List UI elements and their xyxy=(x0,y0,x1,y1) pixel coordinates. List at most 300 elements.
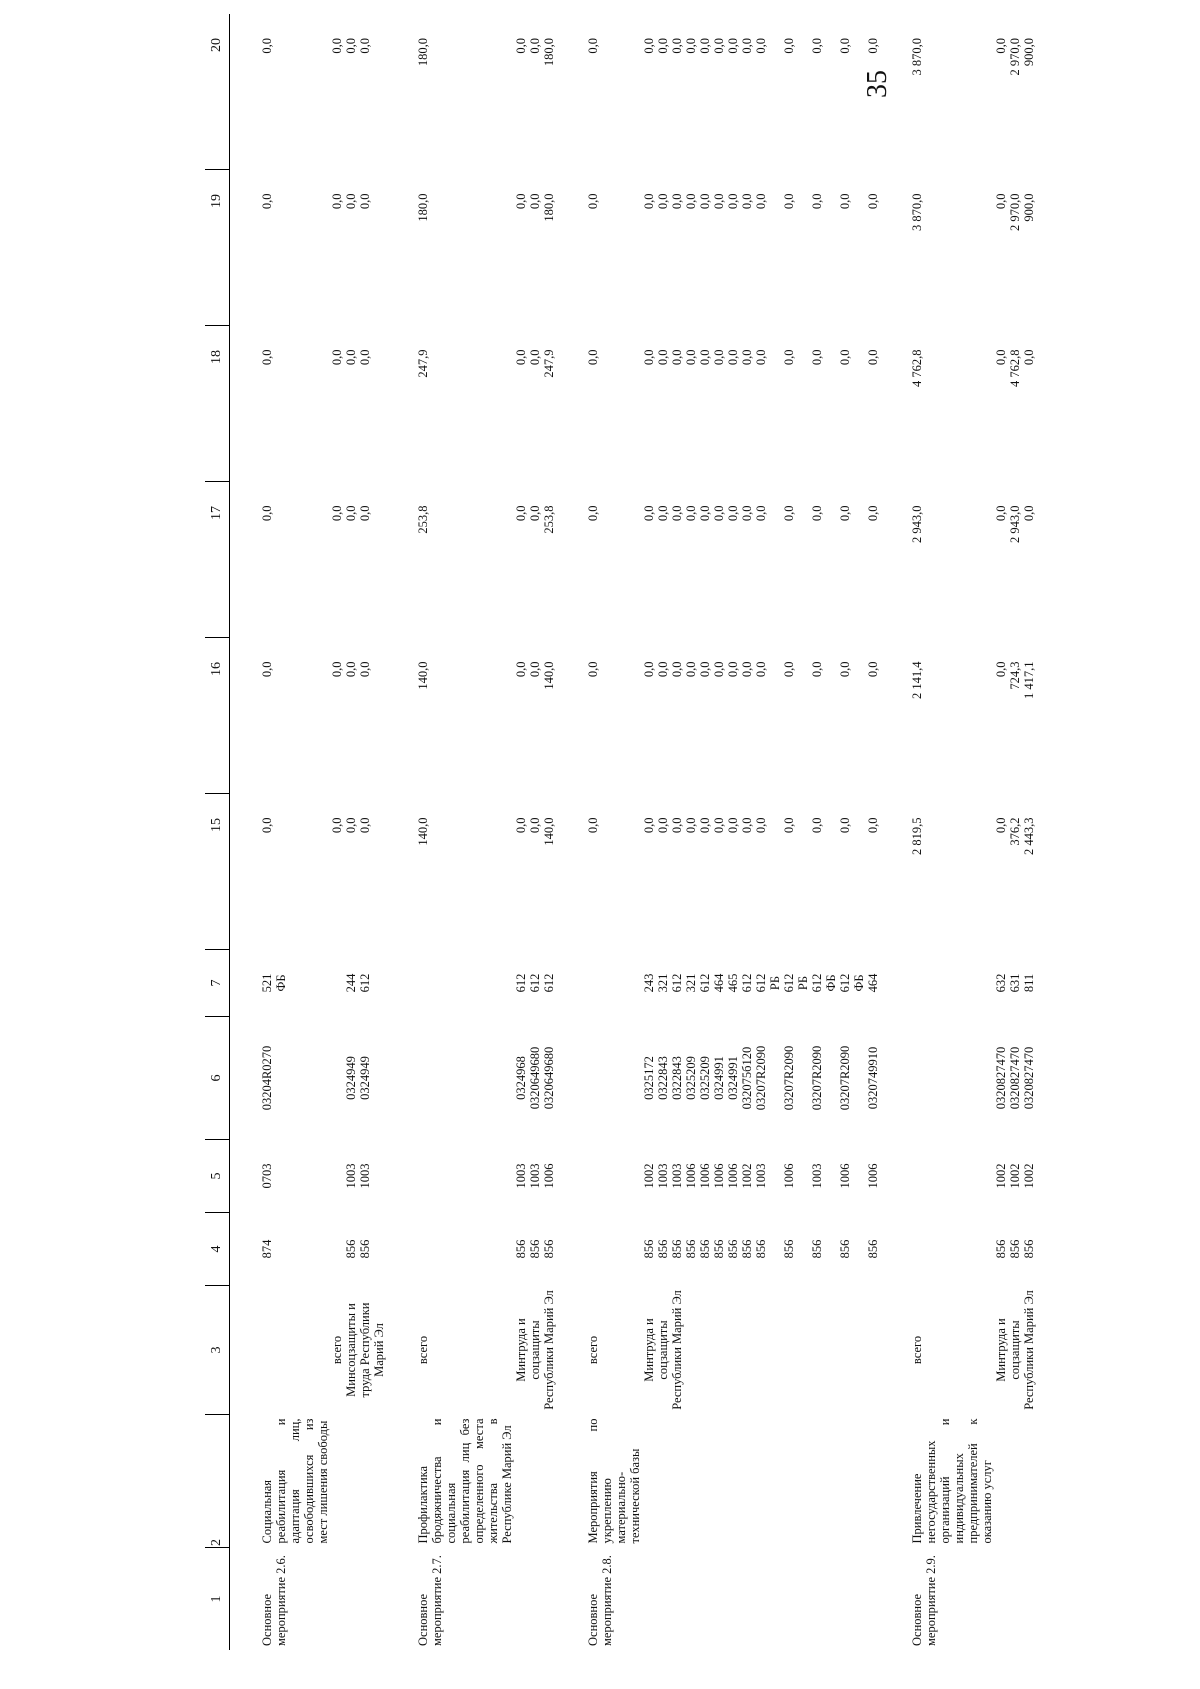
cell-col-6 xyxy=(386,1017,514,1140)
table-row xyxy=(386,14,514,1650)
cell-value: 0,0 xyxy=(698,349,712,366)
cell-col-16 xyxy=(866,638,880,794)
cell-value: 0,0 xyxy=(260,193,274,210)
table-row xyxy=(514,14,556,1650)
cell-value: 0,0 xyxy=(712,349,726,366)
cell-col-4 xyxy=(556,1213,642,1286)
cell-value: 0,0 xyxy=(344,349,358,366)
cell-col-17 xyxy=(642,482,782,638)
cell-value: 1003 xyxy=(670,1163,684,1189)
cell-value: 0,0 xyxy=(754,661,768,678)
cell-col-16 xyxy=(330,638,344,794)
cell-value: 0,0 xyxy=(740,38,754,54)
cell-col-6 xyxy=(838,1017,866,1140)
cell-col-5 xyxy=(344,1140,386,1213)
cell-col-18 xyxy=(880,326,994,482)
cell-value: 856 xyxy=(670,1239,684,1259)
cell-col-19 xyxy=(866,170,880,326)
cell-value: 856 xyxy=(740,1239,754,1259)
cell-col-6 xyxy=(880,1017,994,1140)
measure-code-cell xyxy=(330,1548,344,1651)
cell-value: 612 xyxy=(358,973,372,993)
cell-value: 0,0 xyxy=(642,505,656,522)
table-row xyxy=(642,14,782,1650)
cell-col-7 xyxy=(782,950,810,1017)
cell-value: 0,0 xyxy=(358,349,372,366)
cell-value: 0,0 xyxy=(698,661,712,678)
cell-col-5 xyxy=(994,1140,1036,1213)
cell-col-19 xyxy=(994,170,1036,326)
cell-col-16 xyxy=(230,638,331,794)
cell-value: 0,0 xyxy=(514,38,528,54)
cell-value: 0,0 xyxy=(330,38,344,54)
cell-value: 180,0 xyxy=(542,38,556,67)
cell-value: 0324949 xyxy=(344,1056,358,1100)
cell-value: 2 943,0 xyxy=(910,505,924,543)
measure-code-cell xyxy=(810,1548,838,1651)
measure-code-cell xyxy=(514,1548,556,1651)
executor-cell xyxy=(782,1286,810,1415)
cell-value: 0,0 xyxy=(726,349,740,366)
cell-value: 0,0 xyxy=(810,38,824,54)
cell-col-20 xyxy=(344,14,386,170)
cell-value: 03204R0270 xyxy=(260,1045,274,1111)
cell-col-4 xyxy=(880,1213,994,1286)
cell-col-20 xyxy=(230,14,331,170)
cell-col-4 xyxy=(330,1213,344,1286)
cell-value: 1006 xyxy=(542,1163,556,1189)
cell-value: 0,0 xyxy=(528,349,542,366)
column-header-3: 3 xyxy=(205,1286,230,1415)
cell-col-20 xyxy=(556,14,642,170)
cell-value: 0,0 xyxy=(698,38,712,54)
cell-value: 0,0 xyxy=(712,661,726,678)
column-header-1: 1 xyxy=(205,1548,230,1651)
cell-value: 180,0 xyxy=(416,193,430,222)
cell-value: 856 xyxy=(1022,1239,1036,1259)
cell-col-7 xyxy=(838,950,866,1017)
cell-col-15 xyxy=(866,794,880,950)
cell-value: 724,3 xyxy=(1008,661,1022,690)
cell-col-16 xyxy=(782,638,810,794)
cell-col-19 xyxy=(880,170,994,326)
cell-value: 0703 xyxy=(260,1163,274,1189)
cell-value: 0,0 xyxy=(754,349,768,366)
cell-value: 0,0 xyxy=(838,349,852,366)
cell-value: 0,0 xyxy=(330,817,344,834)
measure-code-cell xyxy=(994,1548,1036,1651)
cell-col-18 xyxy=(230,326,331,482)
table-row xyxy=(230,14,331,1650)
cell-value: 0,0 xyxy=(810,349,824,366)
cell-value: 1 417,1 xyxy=(1022,661,1036,699)
cell-col-5 xyxy=(866,1140,880,1213)
cell-value: 612 xyxy=(514,973,528,993)
cell-col-17 xyxy=(782,482,810,638)
cell-value: 0,0 xyxy=(754,817,768,834)
cell-value: 0320649680 xyxy=(542,1046,556,1110)
cell-col-15 xyxy=(810,794,838,950)
cell-value: 1003 xyxy=(528,1163,542,1189)
cell-value: 0,0 xyxy=(514,505,528,522)
cell-col-16 xyxy=(514,638,556,794)
cell-value: 0,0 xyxy=(782,38,796,54)
cell-col-7 xyxy=(386,950,514,1017)
cell-value: 0,0 xyxy=(642,193,656,210)
cell-value: 0,0 xyxy=(656,193,670,210)
cell-value: 0,0 xyxy=(260,817,274,834)
cell-value: 0,0 xyxy=(260,505,274,522)
cell-col-5 xyxy=(230,1140,331,1213)
cell-value: 321 xyxy=(656,973,670,993)
cell-value: 0,0 xyxy=(344,661,358,678)
cell-col-7 xyxy=(866,950,880,1017)
cell-value: 631 xyxy=(1008,973,1022,993)
cell-value: 0,0 xyxy=(358,505,372,522)
cell-value: 376,2 xyxy=(1008,817,1022,846)
cell-col-15 xyxy=(642,794,782,950)
table-row xyxy=(880,14,994,1650)
cell-value: 612 xyxy=(754,973,768,993)
cell-col-4 xyxy=(514,1213,556,1286)
cell-value: 1003 xyxy=(358,1163,372,1189)
cell-value: 1002 xyxy=(642,1163,656,1189)
cell-value: 464 xyxy=(866,973,880,993)
cell-value: 0,0 xyxy=(586,193,600,210)
executor-cell xyxy=(838,1286,866,1415)
cell-value: 0,0 xyxy=(344,193,358,210)
cell-value: 856 xyxy=(712,1239,726,1259)
cell-col-4 xyxy=(642,1213,782,1286)
cell-col-6 xyxy=(330,1017,344,1140)
cell-col-20 xyxy=(994,14,1036,170)
measure-title-cell xyxy=(866,1415,880,1548)
measure-title-cell xyxy=(514,1415,556,1548)
column-header-5: 5 xyxy=(205,1140,230,1213)
cell-value: 0,0 xyxy=(754,505,768,522)
cell-value: 0,0 xyxy=(740,349,754,366)
executor-cell: всего xyxy=(910,1335,924,1365)
cell-value: 0,0 xyxy=(740,817,754,834)
cell-col-4 xyxy=(838,1213,866,1286)
cell-col-19 xyxy=(330,170,344,326)
column-header-20: 20 xyxy=(205,14,230,170)
executor-cell: всего xyxy=(416,1335,430,1365)
cell-col-20 xyxy=(838,14,866,170)
cell-value: 0,0 xyxy=(1022,505,1036,522)
cell-value: 0,0 xyxy=(330,661,344,678)
cell-value: 0325172 xyxy=(642,1056,656,1100)
cell-value: 2 443,3 xyxy=(1022,817,1036,855)
column-header-15: 15 xyxy=(205,794,230,950)
cell-value: 0,0 xyxy=(712,193,726,210)
cell-col-6 xyxy=(866,1017,880,1140)
cell-col-16 xyxy=(994,638,1036,794)
cell-col-20 xyxy=(330,14,344,170)
cell-col-5 xyxy=(386,1140,514,1213)
cell-value: 0,0 xyxy=(344,817,358,834)
cell-col-15 xyxy=(994,794,1036,950)
table-row xyxy=(330,14,344,1650)
cell-value: 180,0 xyxy=(416,38,430,67)
cell-value: 0,0 xyxy=(642,349,656,366)
cell-col-20 xyxy=(880,14,994,170)
cell-value: 1003 xyxy=(810,1163,824,1189)
cell-value: 0,0 xyxy=(528,38,542,54)
cell-col-18 xyxy=(866,326,880,482)
cell-value: 0,0 xyxy=(514,349,528,366)
cell-value: 0,0 xyxy=(698,505,712,522)
column-header-7: 7 xyxy=(205,950,230,1017)
cell-value: 244 xyxy=(344,973,358,993)
cell-value: 856 xyxy=(726,1239,740,1259)
measure-title-cell: Мероприятия по укреплению материально-технической базы xyxy=(586,1418,642,1544)
cell-value: 0,0 xyxy=(1022,349,1036,366)
measure-title-cell xyxy=(994,1415,1036,1548)
cell-value: 0,0 xyxy=(838,38,852,54)
cell-value: 0,0 xyxy=(684,505,698,522)
cell-value: 612 xyxy=(810,973,824,993)
cell-col-5 xyxy=(642,1140,782,1213)
cell-col-18 xyxy=(642,326,782,482)
cell-value: 0324949 xyxy=(358,1056,372,1100)
cell-value: 0,0 xyxy=(740,661,754,678)
cell-col-4 xyxy=(866,1213,880,1286)
cell-value: 0,0 xyxy=(726,661,740,678)
table-row xyxy=(782,14,810,1650)
cell-value: 0,0 xyxy=(838,193,852,210)
cell-value: 1003 xyxy=(514,1163,528,1189)
cell-value: 0,0 xyxy=(656,817,670,834)
cell-value: 0,0 xyxy=(740,505,754,522)
cell-value: 0,0 xyxy=(514,193,528,210)
cell-value: 0,0 xyxy=(698,817,712,834)
table-row xyxy=(838,14,866,1650)
cell-value: 0,0 xyxy=(782,349,796,366)
cell-value: 0,0 xyxy=(656,349,670,366)
cell-value: 0,0 xyxy=(994,505,1008,522)
cell-col-15 xyxy=(230,794,331,950)
cell-col-15 xyxy=(880,794,994,950)
cell-col-17 xyxy=(386,482,514,638)
cell-value: 0,0 xyxy=(684,817,698,834)
cell-value: 856 xyxy=(1008,1239,1022,1259)
cell-col-17 xyxy=(330,482,344,638)
cell-value: 1002 xyxy=(1022,1163,1036,1189)
measure-title-cell xyxy=(782,1415,810,1548)
cell-col-15 xyxy=(330,794,344,950)
cell-value: 0,0 xyxy=(866,193,880,210)
cell-value: 140,0 xyxy=(542,817,556,846)
cell-value: 0320749910 xyxy=(866,1046,880,1110)
cell-value: 0,0 xyxy=(656,505,670,522)
cell-value: 856 xyxy=(684,1239,698,1259)
cell-value: 856 xyxy=(344,1239,358,1259)
cell-value: 03207R2090 xyxy=(754,1045,768,1111)
cell-col-20 xyxy=(782,14,810,170)
cell-col-16 xyxy=(386,638,514,794)
table-row xyxy=(810,14,838,1650)
cell-value: 856 xyxy=(656,1239,670,1259)
measure-title-cell xyxy=(330,1415,344,1548)
measure-code-cell xyxy=(344,1548,386,1651)
cell-value: 140,0 xyxy=(416,661,430,690)
cell-value: 0325209 xyxy=(684,1056,698,1100)
cell-col-19 xyxy=(556,170,642,326)
cell-col-4 xyxy=(810,1213,838,1286)
cell-value: 1006 xyxy=(712,1163,726,1189)
cell-value: 0,0 xyxy=(528,193,542,210)
cell-value: 0,0 xyxy=(866,661,880,678)
cell-value: 465 xyxy=(726,973,740,993)
cell-value: 1006 xyxy=(726,1163,740,1189)
cell-value: 856 xyxy=(866,1239,880,1259)
cell-col-15 xyxy=(556,794,642,950)
cell-value: 140,0 xyxy=(416,817,430,846)
cell-col-7 xyxy=(556,950,642,1017)
cell-value: 0,0 xyxy=(656,661,670,678)
cell-col-18 xyxy=(810,326,838,482)
cell-value: 0,0 xyxy=(684,661,698,678)
executor-cell: Минтруда и соцзащиты Республики Марий Эл xyxy=(642,1290,684,1410)
cell-value: 0322843 xyxy=(656,1056,670,1100)
cell-value: 0,0 xyxy=(712,505,726,522)
cell-value: 0,0 xyxy=(330,193,344,210)
cell-value: 0324991 xyxy=(712,1056,726,1100)
cell-value: 321 xyxy=(684,973,698,993)
executor-cell: Минсоцзащиты и труда Республики Марий Эл xyxy=(344,1302,386,1398)
cell-col-5 xyxy=(556,1140,642,1213)
cell-value: 0320827470 xyxy=(1008,1046,1022,1110)
cell-value: 0,0 xyxy=(726,505,740,522)
column-header-19: 19 xyxy=(205,170,230,326)
cell-col-17 xyxy=(514,482,556,638)
cell-col-19 xyxy=(230,170,331,326)
budget-table xyxy=(205,14,1036,1650)
executor-cell: всего xyxy=(330,1335,344,1365)
cell-value: 874 xyxy=(260,1239,274,1259)
cell-value: 0,0 xyxy=(528,817,542,834)
cell-col-18 xyxy=(556,326,642,482)
cell-col-4 xyxy=(344,1213,386,1286)
cell-col-20 xyxy=(642,14,782,170)
cell-col-4 xyxy=(386,1213,514,1286)
cell-col-16 xyxy=(880,638,994,794)
cell-col-20 xyxy=(866,14,880,170)
executor-cell: Минтруда и соцзащиты Республики Марий Эл xyxy=(994,1290,1036,1410)
column-header-16: 16 xyxy=(205,638,230,794)
column-header-2: 2 xyxy=(205,1415,230,1548)
cell-value: 0,0 xyxy=(838,661,852,678)
cell-value: 0,0 xyxy=(994,661,1008,678)
cell-value: 0,0 xyxy=(810,817,824,834)
cell-value: 0,0 xyxy=(866,817,880,834)
cell-value: 0,0 xyxy=(514,661,528,678)
cell-value: 0,0 xyxy=(712,38,726,54)
measure-code-cell xyxy=(866,1548,880,1651)
cell-value: 0,0 xyxy=(344,38,358,54)
cell-value: 0,0 xyxy=(642,661,656,678)
cell-col-5 xyxy=(810,1140,838,1213)
cell-value: 0,0 xyxy=(684,193,698,210)
measure-code-cell xyxy=(642,1548,782,1651)
cell-value: 0,0 xyxy=(726,193,740,210)
cell-value: 2 943,0 xyxy=(1008,505,1022,543)
cell-value: 0,0 xyxy=(330,349,344,366)
cell-value: 0320827470 xyxy=(1022,1046,1036,1110)
cell-col-7 xyxy=(642,950,782,1017)
cell-value: 253,8 xyxy=(416,505,430,534)
cell-value: 0,0 xyxy=(358,661,372,678)
cell-value: 856 xyxy=(514,1239,528,1259)
cell-col-7 xyxy=(810,950,838,1017)
cell-value: 243 xyxy=(642,973,656,993)
cell-value: 0,0 xyxy=(866,349,880,366)
cell-col-15 xyxy=(344,794,386,950)
cell-value: 0325209 xyxy=(698,1056,712,1100)
cell-value: 180,0 xyxy=(542,193,556,222)
cell-value: 0,0 xyxy=(726,38,740,54)
cell-col-6 xyxy=(556,1017,642,1140)
executor-cell xyxy=(866,1286,880,1415)
cell-col-20 xyxy=(514,14,556,170)
cell-value: 612 xyxy=(698,973,712,993)
cell-value: РБ xyxy=(768,975,782,991)
cell-value: 0,0 xyxy=(358,38,372,54)
cell-col-16 xyxy=(810,638,838,794)
measure-code-cell xyxy=(838,1548,866,1651)
cell-value: 247,9 xyxy=(416,349,430,378)
cell-value: 1003 xyxy=(754,1163,768,1189)
cell-col-16 xyxy=(838,638,866,794)
cell-value: 900,0 xyxy=(1022,38,1036,67)
cell-col-17 xyxy=(838,482,866,638)
cell-col-18 xyxy=(994,326,1036,482)
cell-col-7 xyxy=(344,950,386,1017)
cell-value: 0322843 xyxy=(670,1056,684,1100)
cell-col-6 xyxy=(514,1017,556,1140)
cell-value: 900,0 xyxy=(1022,193,1036,222)
header-row xyxy=(205,14,230,1650)
cell-value: 140,0 xyxy=(542,661,556,690)
cell-col-16 xyxy=(556,638,642,794)
cell-value: 0,0 xyxy=(330,505,344,522)
cell-value: 0320827470 xyxy=(994,1046,1008,1110)
cell-value: 2 141,4 xyxy=(910,661,924,699)
cell-col-17 xyxy=(810,482,838,638)
cell-value: 856 xyxy=(838,1239,852,1259)
column-header-18: 18 xyxy=(205,326,230,482)
cell-value: 0,0 xyxy=(670,349,684,366)
cell-col-17 xyxy=(866,482,880,638)
cell-value: 0,0 xyxy=(514,817,528,834)
cell-col-19 xyxy=(782,170,810,326)
cell-value: 0,0 xyxy=(782,193,796,210)
table-row xyxy=(866,14,880,1650)
cell-value: 0,0 xyxy=(656,38,670,54)
table-row xyxy=(994,14,1036,1650)
cell-col-19 xyxy=(810,170,838,326)
cell-col-15 xyxy=(782,794,810,950)
cell-col-6 xyxy=(782,1017,810,1140)
cell-col-20 xyxy=(386,14,514,170)
cell-value: 2 819,5 xyxy=(910,817,924,855)
cell-col-4 xyxy=(782,1213,810,1286)
cell-col-7 xyxy=(330,950,344,1017)
measure-code-cell xyxy=(782,1548,810,1651)
column-header-17: 17 xyxy=(205,482,230,638)
cell-value: 0,0 xyxy=(866,38,880,54)
